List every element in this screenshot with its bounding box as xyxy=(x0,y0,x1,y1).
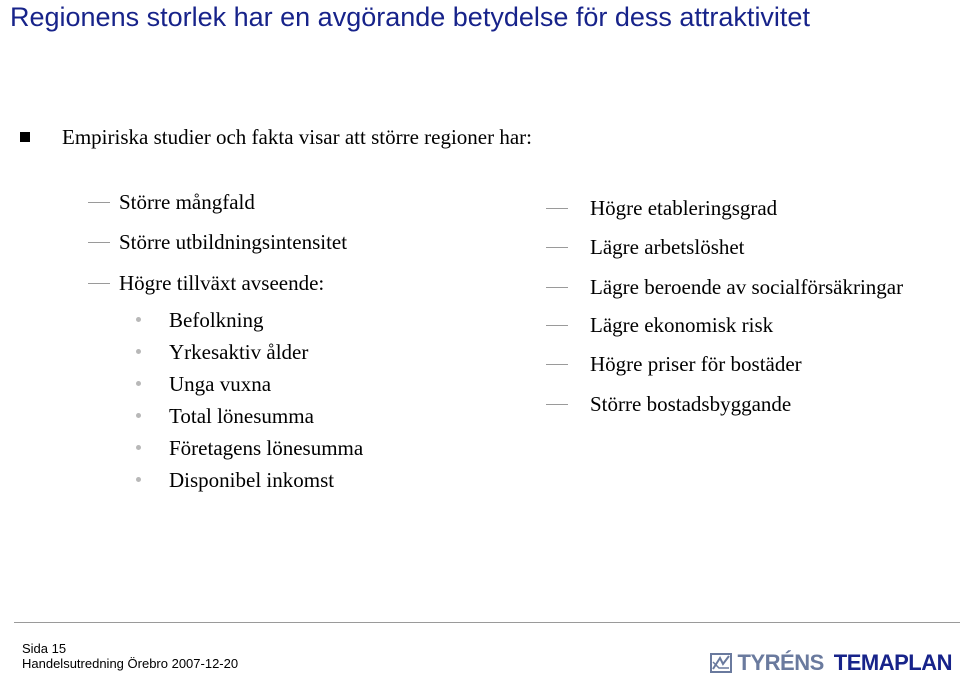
dot-bullet-icon xyxy=(136,349,141,354)
page-number: Sida 15 xyxy=(22,641,67,656)
sub-list-item: Företagens lönesumma xyxy=(142,436,363,460)
dot-bullet-icon xyxy=(136,317,141,322)
sub-list-item: Yrkesaktiv ålder xyxy=(142,340,308,364)
main-bullet xyxy=(20,123,580,152)
logo-text-temaplan: TEMAPLAN xyxy=(833,650,952,675)
right-list-item: Lägre ekonomisk risk xyxy=(546,313,773,337)
right-list-item: Lägre beroende av socialförsäkringar xyxy=(546,275,903,299)
dash-bullet-icon xyxy=(88,202,110,203)
intro-text: Empiriska studier och fakta visar att större regioner har: xyxy=(62,125,532,149)
slide-title: Regionens storlek har en avgörande betydelse för dess attraktivitet xyxy=(10,2,810,32)
dash-bullet-icon xyxy=(546,287,568,288)
sub-list-item: Disponibel inkomst xyxy=(142,468,334,492)
dot-bullet-icon xyxy=(136,477,141,482)
sub-list-item: Total lönesumma xyxy=(142,404,314,428)
dash-bullet-icon xyxy=(88,242,110,243)
dash-bullet-icon xyxy=(88,283,110,284)
right-list-item: Högre etableringsgrad xyxy=(546,196,777,220)
dash-bullet-icon xyxy=(546,208,568,209)
right-list-item: Större bostadsbyggande xyxy=(546,392,791,416)
left-list-item: Större mångfald xyxy=(88,190,255,214)
left-list-item: Större utbildningsintensitet xyxy=(88,230,347,254)
right-list-item: Högre priser för bostäder xyxy=(546,352,802,376)
dash-bullet-icon xyxy=(546,247,568,248)
company-logo xyxy=(710,650,952,676)
left-list-item: Högre tillväxt avseende: xyxy=(88,271,324,295)
dot-bullet-icon xyxy=(136,381,141,386)
right-list-item: Lägre arbetslöshet xyxy=(546,235,745,259)
dot-bullet-icon xyxy=(136,445,141,450)
dash-bullet-icon xyxy=(546,364,568,365)
dot-bullet-icon xyxy=(136,413,141,418)
tyrens-logo-icon xyxy=(710,653,732,673)
dash-bullet-icon xyxy=(546,325,568,326)
logo-text-tyrens: TYRÉNS xyxy=(737,650,824,675)
dash-bullet-icon xyxy=(546,404,568,405)
footer-divider xyxy=(14,622,960,623)
sub-list-item: Unga vuxna xyxy=(142,372,271,396)
document-name: Handelsutredning Örebro 2007-12-20 xyxy=(22,656,239,671)
sub-list-item: Befolkning xyxy=(142,308,264,332)
square-bullet-icon xyxy=(20,132,30,142)
